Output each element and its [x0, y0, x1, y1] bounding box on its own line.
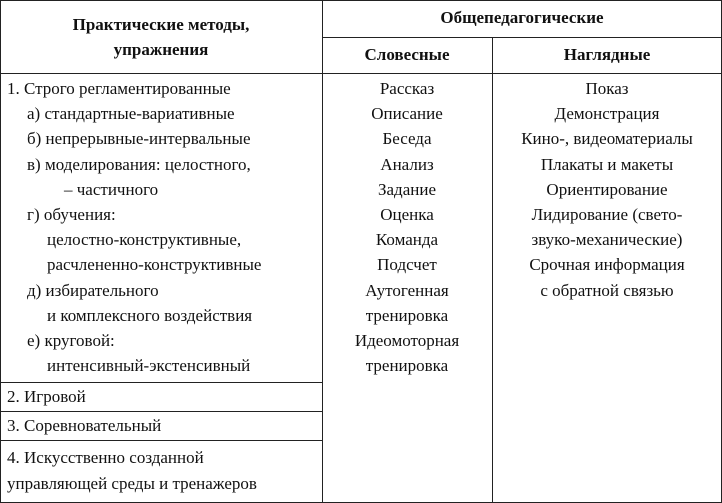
- practical-item-1-sub: интенсивный-экстенсивный: [47, 356, 251, 376]
- header-practical-line1: Практические методы,: [72, 15, 250, 34]
- practical-item-1-title: 1. Строго регламентированные: [7, 79, 231, 98]
- list-item: Лидирование (свето-: [531, 205, 683, 225]
- header-visual: Наглядные: [563, 45, 651, 64]
- verbal-methods-list: [322, 76, 492, 378]
- list-item: Беседа: [382, 129, 432, 149]
- row-divider-2: [0, 411, 322, 412]
- table-border-top: [0, 0, 722, 1]
- list-item: Команда: [375, 230, 439, 250]
- practical-item-1-sub: расчлененно-конструктивные: [47, 255, 262, 275]
- practical-item-1-sub: д) избирательного: [27, 280, 159, 300]
- practical-item-4-line2: управляющей среды и тренажеров: [7, 474, 257, 493]
- list-item: Анализ: [380, 154, 434, 174]
- header-general: Общепедагогические: [440, 8, 604, 27]
- list-item: тренировка: [365, 356, 449, 376]
- practical-item-1-sub: а) стандартные-вариативные: [27, 104, 235, 124]
- list-item: звуко-механические): [531, 230, 683, 250]
- list-item: Описание: [371, 104, 443, 124]
- practical-item-1-sub: г) обучения:: [27, 205, 116, 225]
- visual-methods-list: [492, 76, 722, 303]
- list-item: Ориентирование: [546, 179, 668, 199]
- header-verbal: Словесные: [364, 45, 450, 64]
- row-divider-1: [0, 382, 322, 383]
- practical-item-1-sub: и комплексного воздействия: [47, 305, 253, 325]
- practical-item-1-sub: б) непрерывные-интервальные: [27, 129, 251, 149]
- list-item: Плакаты и макеты: [540, 154, 674, 174]
- list-item: Подсчет: [377, 255, 437, 275]
- list-item: Показ: [585, 79, 629, 98]
- practical-item-1-sub: целостно-конструктивные,: [47, 230, 242, 250]
- list-item: Оценка: [380, 205, 434, 225]
- row-divider-3: [0, 440, 322, 441]
- header-rule-general: [322, 37, 722, 38]
- practical-item-4-line1: 4. Искусственно созданной: [7, 448, 204, 467]
- table-border-left: [0, 0, 1, 503]
- header-rule-bottom: [0, 73, 722, 74]
- list-item: с обратной связью: [540, 280, 674, 300]
- practical-item-1-sub: – частичного: [64, 179, 159, 199]
- practical-item-1: [7, 76, 261, 378]
- list-item: Кино-, видеоматериалы: [521, 129, 693, 149]
- practical-item-3: 3. Соревновательный: [7, 416, 162, 435]
- list-item: Рассказ: [379, 79, 435, 98]
- practical-item-2: 2. Игровой: [7, 387, 86, 406]
- list-item: Срочная информация: [529, 255, 685, 275]
- list-item: тренировка: [365, 305, 449, 325]
- practical-item-1-sub: в) моделирования: целостного,: [27, 154, 251, 174]
- list-item: Идеомоторная: [354, 331, 460, 351]
- list-item: Аутогенная: [365, 280, 449, 300]
- list-item: Демонстрация: [554, 104, 660, 124]
- practical-item-1-sub: е) круговой:: [27, 331, 115, 351]
- header-practical-line2: упражнения: [113, 40, 209, 59]
- list-item: Задание: [378, 179, 436, 199]
